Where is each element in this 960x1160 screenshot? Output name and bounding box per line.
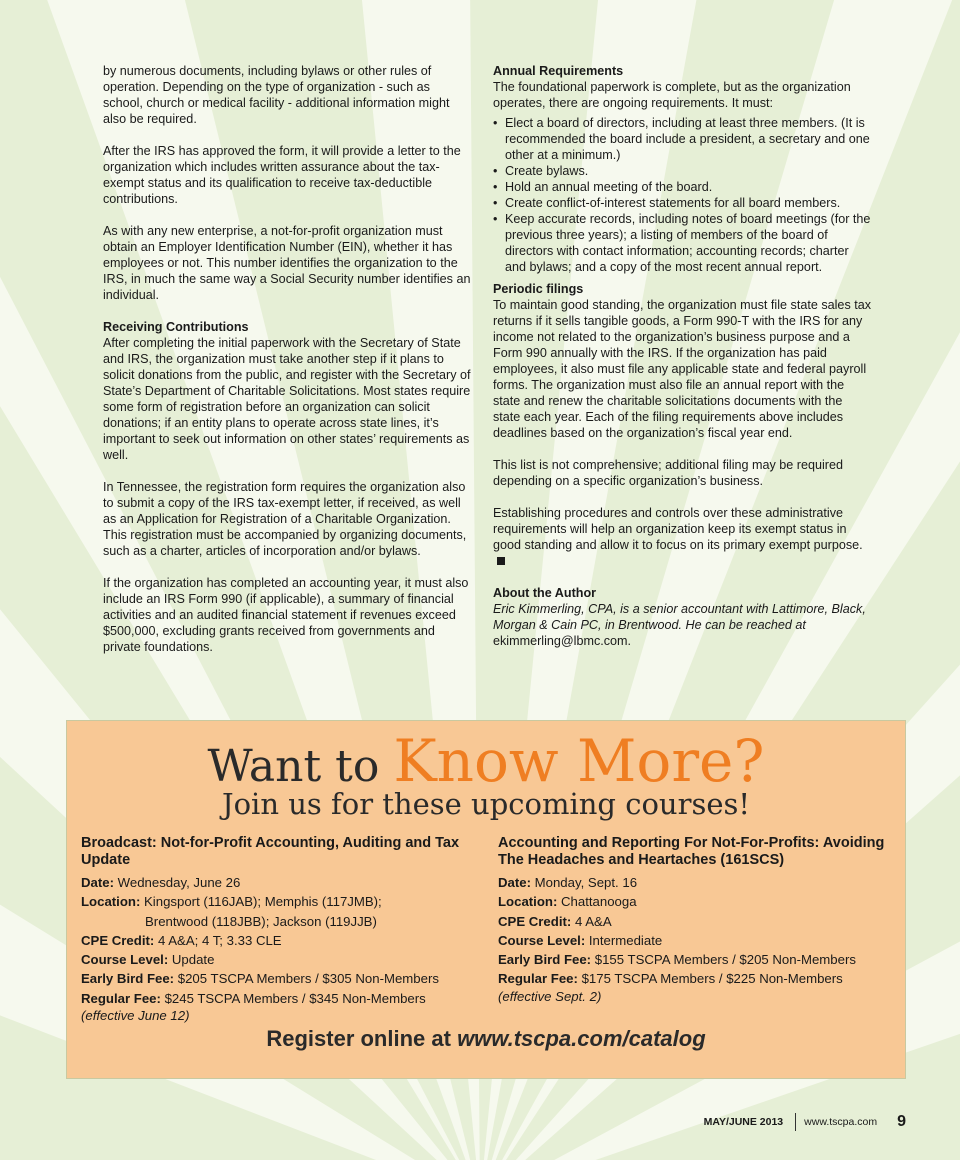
course-regular-fee: Regular Fee: $245 TSCPA Members / $345 Non-Members [81,990,426,1006]
paragraph: In Tennessee, the registration form requires the organization also to submit a copy of the IRS tax-exempt letter, if received, as well as an Application for Registration of a Charitable Organization. This registration must be accompanied by organizing documents, such as a charter, articles of incorporation and/or bylaws. [103,480,467,558]
author-text: Eric Kimmerling, CPA, is a senior accountant with Lattimore, Black, Morgan & Cain PC, in Brentwood. He can be reached at [493,602,866,632]
section-heading: About the Author [493,586,597,600]
course-listing [81,835,476,1023]
paragraph: After the IRS has approved the form, it will provide a letter to the organization which includes written assurance about the tax-exempt status and its qualification to receive tax-deductible contributions. [103,144,461,206]
end-mark-icon [497,557,505,565]
right-column [493,63,873,649]
page-number: 9 [897,1113,906,1130]
course-early-fee: Early Bird Fee: $155 TSCPA Members / $205 Non-Members [498,952,856,968]
course-cpe: CPE Credit: 4 A&A [498,913,612,929]
author-email: ekimmerling@lbmc.com. [493,634,632,648]
list-item: • Elect a board of directors, including at least three members. (It is recommended the board include a president, a secretary and one other at a minimum.) [493,115,873,163]
author-bio [493,601,873,649]
course-location: Location: Kingsport (116JAB); Memphis (117JMB); [81,894,382,910]
course-level: Course Level: Update [81,952,215,968]
course-location-cont: Brentwood (118JBB); Jackson (119JJB) [145,913,377,929]
paragraph [493,505,873,569]
course-effective-date: (effective June 12) [81,1008,190,1024]
footer-divider [795,1113,796,1131]
course-date: Date: Wednesday, June 26 [81,875,241,890]
promo-title-part1: Want to [207,741,394,792]
closing-text: Establishing procedures and controls over these administrative requirements will help an organization keep its exempt status in good standing and allow it to focus on its primary exempt purpose. [493,506,863,552]
left-column [103,63,473,671]
course-title: Accounting and Reporting For Not-For-Profits: Avoiding The Headaches and Heartaches (161SCS) [498,835,885,868]
promo-title [67,727,905,795]
course-location: Location: Chattanooga [498,894,637,910]
paragraph: To maintain good standing, the organization must file state sales tax returns if it sells tangible goods, a Form 990-T with the IRS for any income not related to the organization’s business purpose and a Form 990 annually with the IRS. If the organization has paid employees, it also must file any applicable state and federal payroll forms. The organization must also file an annual report with the state and renew the charitable solicitations documents with the state each year. Each of the filing requirements above includes deadlines based on the organization’s fiscal year end. [493,298,872,440]
list-item: • Create conflict-of-interest statements for all board members. [493,195,873,211]
paragraph: This list is not comprehensive; additional filing may be required depending on a specific organization’s business. [493,458,843,488]
list-item: • Create bylaws. [493,163,873,179]
paragraph: As with any new enterprise, a not-for-profit organization must obtain an Employer Identification Number (EIN), whether it has employees or not. This number identifies the organization to the IRS, in much the same way a Social Security number identifies an individual. [103,224,471,302]
site-link[interactable]: www.tscpa.com [804,1116,878,1128]
catalog-link[interactable]: www.tscpa.com/catalog [457,1026,706,1051]
list-item: • Keep accurate records, including notes of board meetings (for the previous three years); a listing of members of the board of directors with contact information; accounting records; charter and bylaws; and a copy of the most recent annual report. [493,211,873,275]
course-title: Broadcast: Not-for-Profit Accounting, Auditing and Tax Update [81,835,460,868]
course-level: Course Level: Intermediate [498,932,663,948]
section-heading: Periodic filings [493,282,584,296]
register-cta [67,1026,905,1052]
course-regular-fee: Regular Fee: $175 TSCPA Members / $225 Non-Members [498,971,843,987]
promo-title-part2: Know More? [393,727,765,795]
section-heading: Annual Requirements [493,64,624,78]
issue-date: MAY/JUNE 2013 [703,1116,784,1128]
paragraph: After completing the initial paperwork with the Secretary of State and IRS, the organization must take another step if it plans to solicit donations from the public, and register with the Secretary of State’s Department of Charitable Solicitations. Most states require some form of registration before an organization can solicit donations; if an entity plans to operate across state lines, it’s important to seek out information on other states’ requirements as well. [103,336,471,462]
section-heading: Receiving Contributions [103,320,249,334]
course-listing [498,835,903,1004]
course-effective-date: (effective Sept. 2) [498,988,602,1004]
list-item: • Hold an annual meeting of the board. [493,179,873,195]
course-date: Date: Monday, Sept. 16 [498,875,638,890]
requirements-list [493,115,873,275]
course-cpe: CPE Credit: 4 A&A; 4 T; 3.33 CLE [81,932,282,948]
courses-promo-box [66,720,906,1079]
paragraph: by numerous documents, including bylaws or other rules of operation. Depending on the type of organization - such as school, church or medical facility - additional information might also be required. [103,64,450,126]
course-early-fee: Early Bird Fee: $205 TSCPA Members / $305 Non-Members [81,971,439,987]
paragraph: If the organization has completed an accounting year, it must also include an IRS Form 990 (if applicable), a summary of financial activities and an audited financial statement if revenues exceed $500,000, excluding grants received from governments and private foundations. [103,576,469,654]
register-text: Register online at [266,1026,458,1051]
promo-subtitle: Join us for these upcoming courses! [221,787,751,821]
paragraph: The foundational paperwork is complete, but as the organization operates, there are ongoing requirements. It must: [493,80,851,110]
page-footer [704,1113,906,1131]
